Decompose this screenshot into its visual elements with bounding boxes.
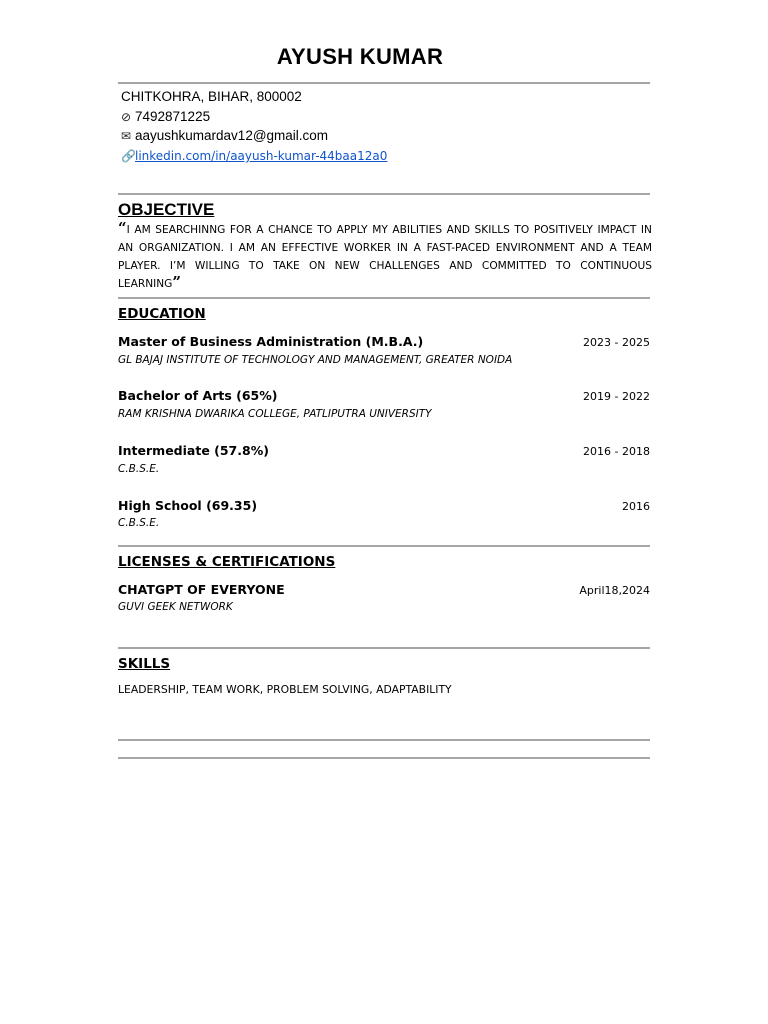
education-dates: 2016 (622, 500, 650, 513)
education-dates: 2019 - 2022 (583, 390, 650, 403)
address: CHITKOHRA, BIHAR, 800002 (121, 89, 302, 104)
open-quote: “ (118, 219, 127, 237)
linkedin-row (121, 148, 387, 164)
skills-list: LEADERSHIP, TEAM WORK, PROBLEM SOLVING, ADAPTABILITY (118, 683, 452, 696)
email-row (121, 128, 328, 144)
objective-heading: OBJECTIVE (118, 200, 215, 219)
education-title: Bachelor of Arts (65%) (118, 388, 278, 403)
objective-text (118, 221, 652, 293)
divider (118, 193, 650, 195)
mail-icon: ✉ (121, 129, 132, 143)
candidate-name: AYUSH KUMAR (276, 44, 444, 69)
phone-icon: ⊘ (121, 110, 132, 124)
education-dates: 2016 - 2018 (583, 445, 650, 458)
divider (118, 647, 650, 649)
divider (118, 757, 650, 759)
education-institution: GL BAJAJ INSTITUTE OF TECHNOLOGY AND MANAGEMENT, GREATER NOIDA (118, 354, 513, 366)
link-icon: 🔗 (121, 149, 136, 163)
linkedin-link[interactable]: linkedin.com/in/aayush-kumar-44baa12a0 (135, 149, 388, 163)
divider (118, 545, 650, 547)
skills-heading: SKILLS (118, 656, 171, 672)
education-title: High School (69.35) (118, 498, 258, 513)
education-title: Master of Business Administration (M.B.A.) (118, 334, 424, 349)
certifications-heading: LICENSES & CERTIFICATIONS (118, 554, 336, 570)
certification-date: April18,2024 (579, 584, 650, 597)
close-quote: ” (172, 273, 182, 291)
education-institution: C.B.S.E. (118, 463, 160, 475)
education-title: Intermediate (57.8%) (118, 443, 269, 458)
education-institution: C.B.S.E. (118, 517, 160, 529)
certification-title: CHATGPT OF EVERYONE (118, 582, 285, 597)
phone-number: 7492871225 (135, 109, 211, 124)
phone-row (121, 109, 210, 125)
email-address: aayushkumardav12@gmail.com (135, 128, 329, 143)
education-institution: RAM KRISHNA DWARIKA COLLEGE, PATLIPUTRA UNIVERSITY (118, 408, 432, 420)
education-dates: 2023 - 2025 (583, 336, 650, 349)
education-heading: EDUCATION (118, 306, 206, 322)
objective-body: I AM SEARCHINNG FOR A CHANCE TO APPLY MY ABILITIES AND SKILLS TO POSITIVELY IMPACT IN AN ORGANIZATION. I AM AN EFFECTIVE WORKER IN A FAST-PACED ENVIRONMENT AND A TEAM PLAYER. I’M WILLING TO TAKE ON NEW CHALLENGES AND COMMITTED TO CONTINUOUS LEARNING (118, 224, 652, 290)
certification-issuer: GUVI GEEK NETWORK (118, 601, 233, 613)
divider (118, 82, 650, 84)
divider (118, 739, 650, 741)
divider (118, 297, 650, 299)
